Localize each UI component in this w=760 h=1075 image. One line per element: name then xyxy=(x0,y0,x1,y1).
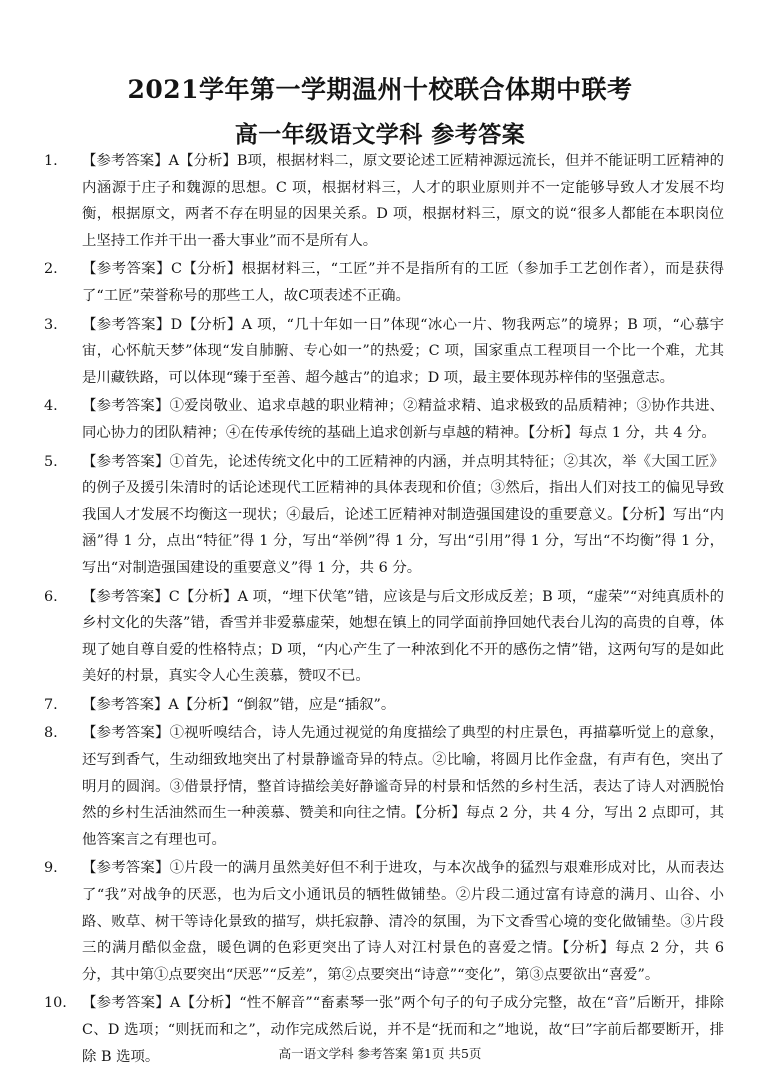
answer-item-9 xyxy=(44,855,724,988)
item-text: 【参考答案】D【分析】A 项，“几十年如一日”体现“冰心一片、物我两忘”的境界；B 项，“心慕宇宙，心怀航天梦”体现“发自肺腑、专心如一”的热爱；C 项，国家重点工程项目一个比一个难，尤其是川藏铁路，可以体现“臻于至善、超今越古”的追求；D 项，最主要体现苏梓伟的坚强意志。 xyxy=(82,316,724,386)
answer-list xyxy=(44,148,724,1072)
item-text: 【参考答案】A【分析】“倒叙”错，应是“插叙”。 xyxy=(82,696,396,713)
answer-item-7 xyxy=(44,692,724,719)
page-subtitle: 高一年级语文学科 参考答案 xyxy=(234,121,526,148)
answer-item-1 xyxy=(44,148,724,254)
item-number: 6. xyxy=(44,588,58,605)
item-number: 10. xyxy=(44,995,67,1012)
item-text: 【参考答案】①首先，论述传统文化中的工匠精神的内涵，并点明其特征；②其次，举《大国工匠》的例子及援引朱清时的话论述现代工匠精神的具体表现和价值；③然后，指出人们对技工的偏见导致我国人才发展不均衡这一现状；④最后，论述工匠精神对制造强国建设的重要意义。【分析】写出“内涵”得 1 分，点出“特征”得 1 分，写出“举例”得 1 分，写出“引用”得 1 分，写出“不均衡”得 1 分，写出“对制造强国建设的重要意义”得 1 分，共 6 分。 xyxy=(82,453,724,576)
item-number: 4. xyxy=(44,398,58,415)
item-number: 5. xyxy=(44,453,58,470)
item-number: 1. xyxy=(44,153,58,169)
answer-item-4 xyxy=(44,393,724,446)
answer-item-2 xyxy=(44,256,724,309)
item-number: 3. xyxy=(44,316,58,333)
page-footer: 高一语文学科 参考答案 第1页 共5页 xyxy=(278,1046,482,1061)
answer-item-5 xyxy=(44,449,724,582)
item-number: 7. xyxy=(44,696,58,713)
item-text: 【参考答案】①视听嗅结合，诗人先通过视觉的角度描绘了典型的村庄景色，再描摹听觉上的意象，还写到香气，生动细致地突出了村景静谧奇异的特点。②比喻，将圆月比作金盘，有声有色，突出了明月的圆润。③借景抒情，整首诗描绘美好静谧奇异的村景和恬然的乡村生活，表达了诗人对洒脱怡然的乡村生活油然而生一种羡慕、赞美和向往之情。【分析】每点 2 分，共 4 分，写出 2 点即可，其他答案言之有理也可。 xyxy=(82,725,724,848)
item-text: 【参考答案】A【分析】B项，根据材料二，原文要论述工匠精神源远流长，但并不能证明工匠精神的内涵源于庄子和魏源的思想。C 项，根据材料三，人才的职业原则并不一定能够导致人才发展不均衡，根据原文，两者不存在明显的因果关系。D 项，根据材料三，原文的说“很多人都能在本职岗位上坚持工作并干出一番大事业”而不是所有人。 xyxy=(82,153,724,249)
item-text: 【参考答案】①片段一的满月虽然美好但不利于进攻，与本次战争的猛烈与艰难形成对比，从而表达了“我”对战争的厌恶，也为后文小通讯员的牺牲做铺垫。②片段二通过富有诗意的满月、山谷、小路、败草、树干等诗化景致的描写，烘托寂静、清冷的氛围，为下文香雪心境的变化做铺垫。③片段三的满月酷似金盘，暖色调的色彩更突出了诗人对江村景色的喜爱之情。【分析】每点 2 分，共 6 分，其中第①点要突出“厌恶”“反差”，第②点要突出“诗意”“变化”，第③点要欲出“喜爱”。 xyxy=(82,860,724,983)
item-text: 【参考答案】C【分析】根据材料三，“工匠”并不是指所有的工匠（参加手工艺创作者），而是获得了“工匠”荣誉称号的那些工人，故C项表述不正确。 xyxy=(82,261,724,304)
item-text: 【参考答案】①爱岗敬业、追求卓越的职业精神；②精益求精、追求极致的品质精神；③协作共进、同心协力的团队精神；④在传承传统的基础上追求创新与卓越的精神。【分析】每点 1 分，共 4 分。 xyxy=(82,398,724,441)
item-number: 9. xyxy=(44,860,58,877)
item-text: 【参考答案】C【分析】A 项，“埋下伏笔”错，应该是与后文形成反差；B 项，“虚荣”“对纯真质朴的乡村文化的失落”错，香雪并非爱慕虚荣，她想在镇上的同学面前挣回她代表台儿沟的高贵的自尊，体现了她自尊自爱的性格特点；D 项，“内心产生了一种浓到化不开的感伤之情”错，这两句写的是如此美好的村景，真实令人心生羡慕，赞叹不已。 xyxy=(82,588,724,685)
answer-item-8 xyxy=(44,720,724,853)
item-number: 8. xyxy=(44,725,58,742)
answer-item-6 xyxy=(44,584,724,690)
item-number: 2. xyxy=(44,261,58,278)
page-title: 2021学年第一学期温州十校联合体期中联考 xyxy=(127,75,633,104)
answer-item-3 xyxy=(44,312,724,392)
item-text: 【参考答案】A【分析】“性不解音”“畜素琴一张”两个句子的句子成分完整，故在“音”后断开，排除 C、D 选项；“则抚而和之”，动作完成然后说，并不是“抚而和之”地说，故“曰”字前后都要断开，排除 B 选项。 xyxy=(82,995,724,1065)
